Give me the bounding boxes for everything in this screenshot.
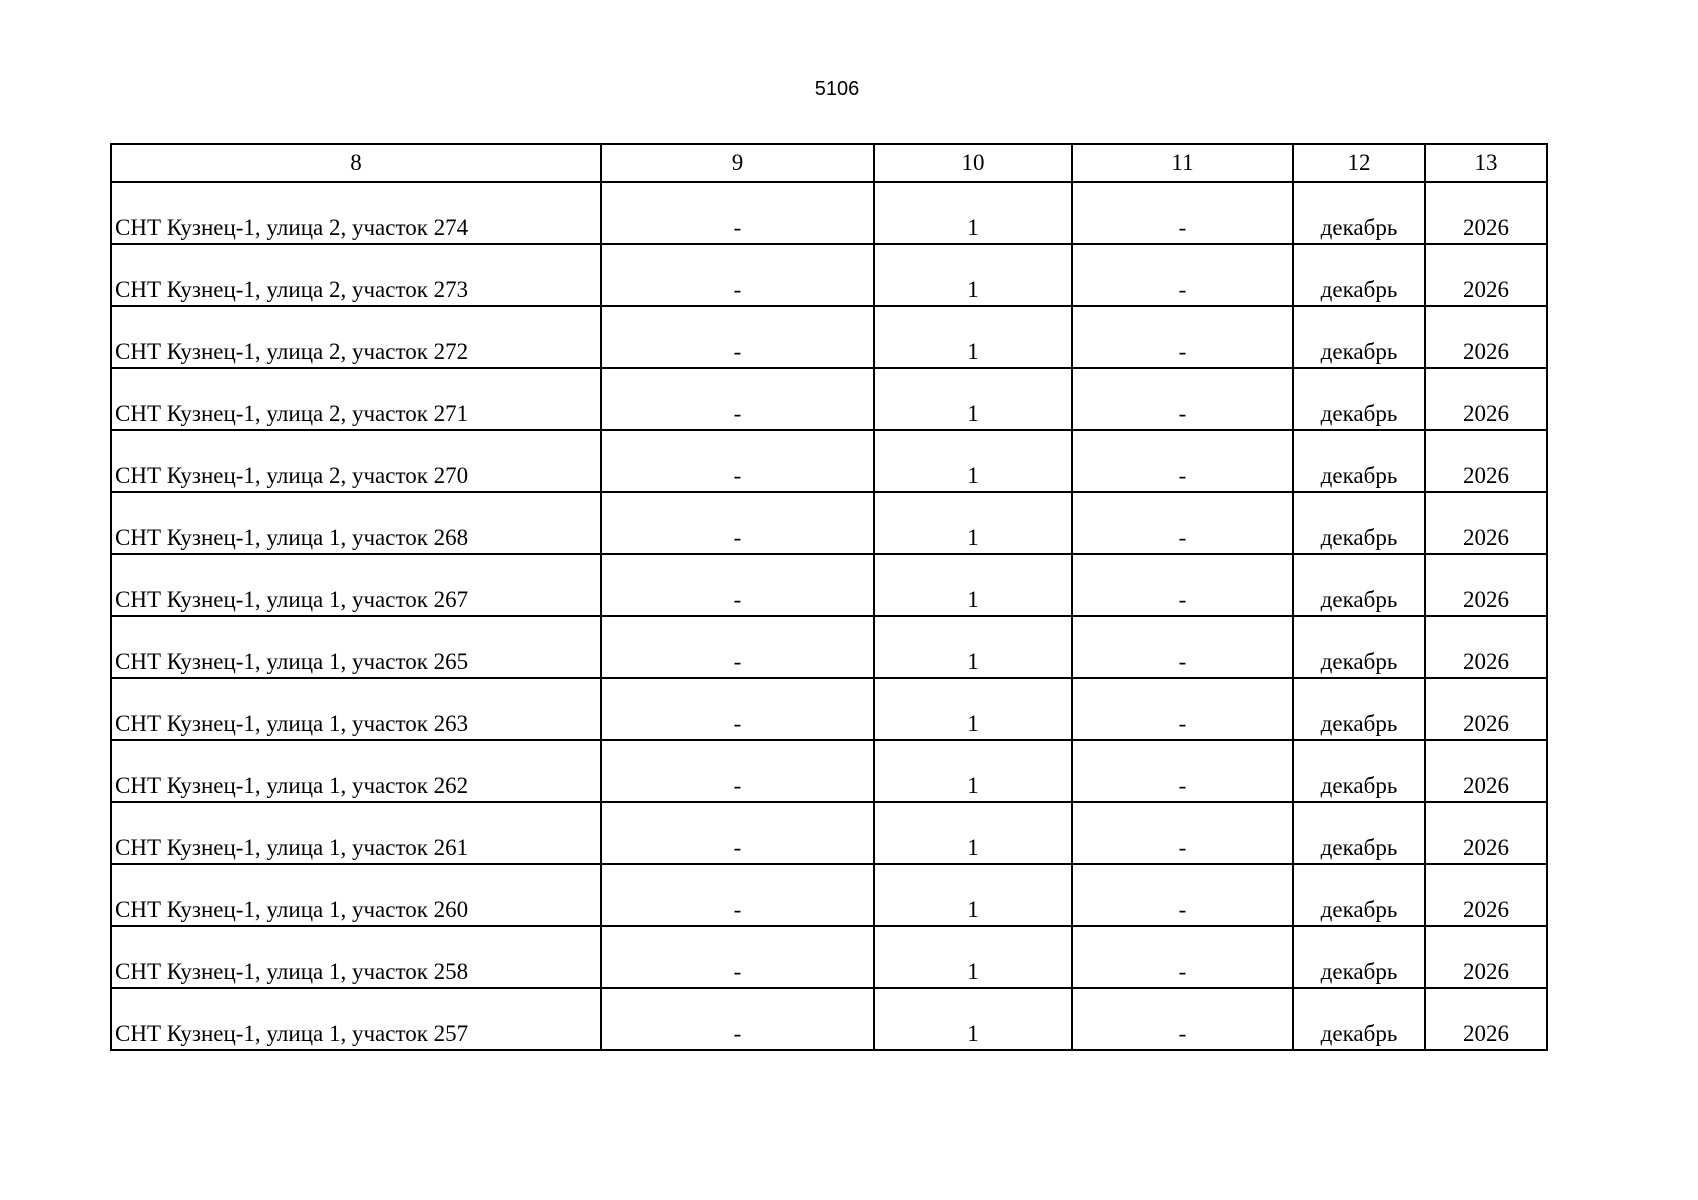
month-cell: декабрь	[1293, 988, 1425, 1050]
year-cell: 2026	[1425, 740, 1547, 802]
col10-cell: 1	[874, 616, 1072, 678]
table-row	[111, 740, 1547, 802]
address-cell: СНТ Кузнец-1, улица 2, участок 272	[111, 306, 601, 368]
address-cell: СНТ Кузнец-1, улица 2, участок 271	[111, 368, 601, 430]
table-header-row	[111, 144, 1547, 182]
month-cell: декабрь	[1293, 864, 1425, 926]
table-row	[111, 616, 1547, 678]
address-cell: СНТ Кузнец-1, улица 1, участок 257	[111, 988, 601, 1050]
column-header: 8	[111, 144, 601, 182]
col9-cell: -	[601, 988, 874, 1050]
col9-cell: -	[601, 182, 874, 244]
month-cell: декабрь	[1293, 926, 1425, 988]
year-cell: 2026	[1425, 554, 1547, 616]
col11-cell: -	[1072, 554, 1293, 616]
col11-cell: -	[1072, 368, 1293, 430]
column-header: 10	[874, 144, 1072, 182]
col11-cell: -	[1072, 244, 1293, 306]
page-number: 5106	[814, 78, 860, 100]
address-cell: СНТ Кузнец-1, улица 1, участок 260	[111, 864, 601, 926]
month-cell: декабрь	[1293, 430, 1425, 492]
col9-cell: -	[601, 802, 874, 864]
column-header: 13	[1425, 144, 1547, 182]
year-cell: 2026	[1425, 182, 1547, 244]
address-cell: СНТ Кузнец-1, улица 1, участок 267	[111, 554, 601, 616]
year-cell: 2026	[1425, 430, 1547, 492]
col10-cell: 1	[874, 678, 1072, 740]
month-cell: декабрь	[1293, 182, 1425, 244]
col9-cell: -	[601, 306, 874, 368]
col9-cell: -	[601, 244, 874, 306]
table-row	[111, 306, 1547, 368]
year-cell: 2026	[1425, 244, 1547, 306]
month-cell: декабрь	[1293, 616, 1425, 678]
table-row	[111, 864, 1547, 926]
month-cell: декабрь	[1293, 554, 1425, 616]
col9-cell: -	[601, 740, 874, 802]
table-body	[111, 182, 1547, 1050]
col9-cell: -	[601, 678, 874, 740]
address-cell: СНТ Кузнец-1, улица 1, участок 258	[111, 926, 601, 988]
col11-cell: -	[1072, 182, 1293, 244]
address-cell: СНТ Кузнец-1, улица 1, участок 263	[111, 678, 601, 740]
col10-cell: 1	[874, 182, 1072, 244]
col11-cell: -	[1072, 864, 1293, 926]
year-cell: 2026	[1425, 926, 1547, 988]
col11-cell: -	[1072, 988, 1293, 1050]
col10-cell: 1	[874, 988, 1072, 1050]
year-cell: 2026	[1425, 492, 1547, 554]
table-row	[111, 554, 1547, 616]
table-row	[111, 802, 1547, 864]
col11-cell: -	[1072, 492, 1293, 554]
col10-cell: 1	[874, 430, 1072, 492]
table-row	[111, 368, 1547, 430]
table-row	[111, 988, 1547, 1050]
column-header: 11	[1072, 144, 1293, 182]
col9-cell: -	[601, 430, 874, 492]
col10-cell: 1	[874, 244, 1072, 306]
table-row	[111, 492, 1547, 554]
year-cell: 2026	[1425, 988, 1547, 1050]
year-cell: 2026	[1425, 306, 1547, 368]
address-cell: СНТ Кузнец-1, улица 1, участок 268	[111, 492, 601, 554]
col10-cell: 1	[874, 740, 1072, 802]
col11-cell: -	[1072, 802, 1293, 864]
col11-cell: -	[1072, 430, 1293, 492]
table-row	[111, 678, 1547, 740]
col11-cell: -	[1072, 306, 1293, 368]
address-cell: СНТ Кузнец-1, улица 2, участок 273	[111, 244, 601, 306]
col11-cell: -	[1072, 678, 1293, 740]
year-cell: 2026	[1425, 368, 1547, 430]
address-cell: СНТ Кузнец-1, улица 1, участок 261	[111, 802, 601, 864]
column-header: 12	[1293, 144, 1425, 182]
month-cell: декабрь	[1293, 244, 1425, 306]
month-cell: декабрь	[1293, 740, 1425, 802]
address-cell: СНТ Кузнец-1, улица 2, участок 274	[111, 182, 601, 244]
col10-cell: 1	[874, 492, 1072, 554]
col10-cell: 1	[874, 926, 1072, 988]
year-cell: 2026	[1425, 802, 1547, 864]
year-cell: 2026	[1425, 616, 1547, 678]
col9-cell: -	[601, 926, 874, 988]
address-cell: СНТ Кузнец-1, улица 2, участок 270	[111, 430, 601, 492]
col9-cell: -	[601, 492, 874, 554]
month-cell: декабрь	[1293, 306, 1425, 368]
col9-cell: -	[601, 554, 874, 616]
col11-cell: -	[1072, 740, 1293, 802]
year-cell: 2026	[1425, 678, 1547, 740]
col9-cell: -	[601, 368, 874, 430]
month-cell: декабрь	[1293, 368, 1425, 430]
col11-cell: -	[1072, 616, 1293, 678]
table-row	[111, 430, 1547, 492]
col10-cell: 1	[874, 864, 1072, 926]
table-row	[111, 244, 1547, 306]
month-cell: декабрь	[1293, 678, 1425, 740]
col10-cell: 1	[874, 306, 1072, 368]
col9-cell: -	[601, 616, 874, 678]
table-row	[111, 926, 1547, 988]
month-cell: декабрь	[1293, 492, 1425, 554]
col10-cell: 1	[874, 554, 1072, 616]
year-cell: 2026	[1425, 864, 1547, 926]
data-table	[110, 143, 1548, 1051]
col11-cell: -	[1072, 926, 1293, 988]
table-row	[111, 182, 1547, 244]
col9-cell: -	[601, 864, 874, 926]
col10-cell: 1	[874, 802, 1072, 864]
column-header: 9	[601, 144, 874, 182]
address-cell: СНТ Кузнец-1, улица 1, участок 265	[111, 616, 601, 678]
month-cell: декабрь	[1293, 802, 1425, 864]
address-cell: СНТ Кузнец-1, улица 1, участок 262	[111, 740, 601, 802]
col10-cell: 1	[874, 368, 1072, 430]
